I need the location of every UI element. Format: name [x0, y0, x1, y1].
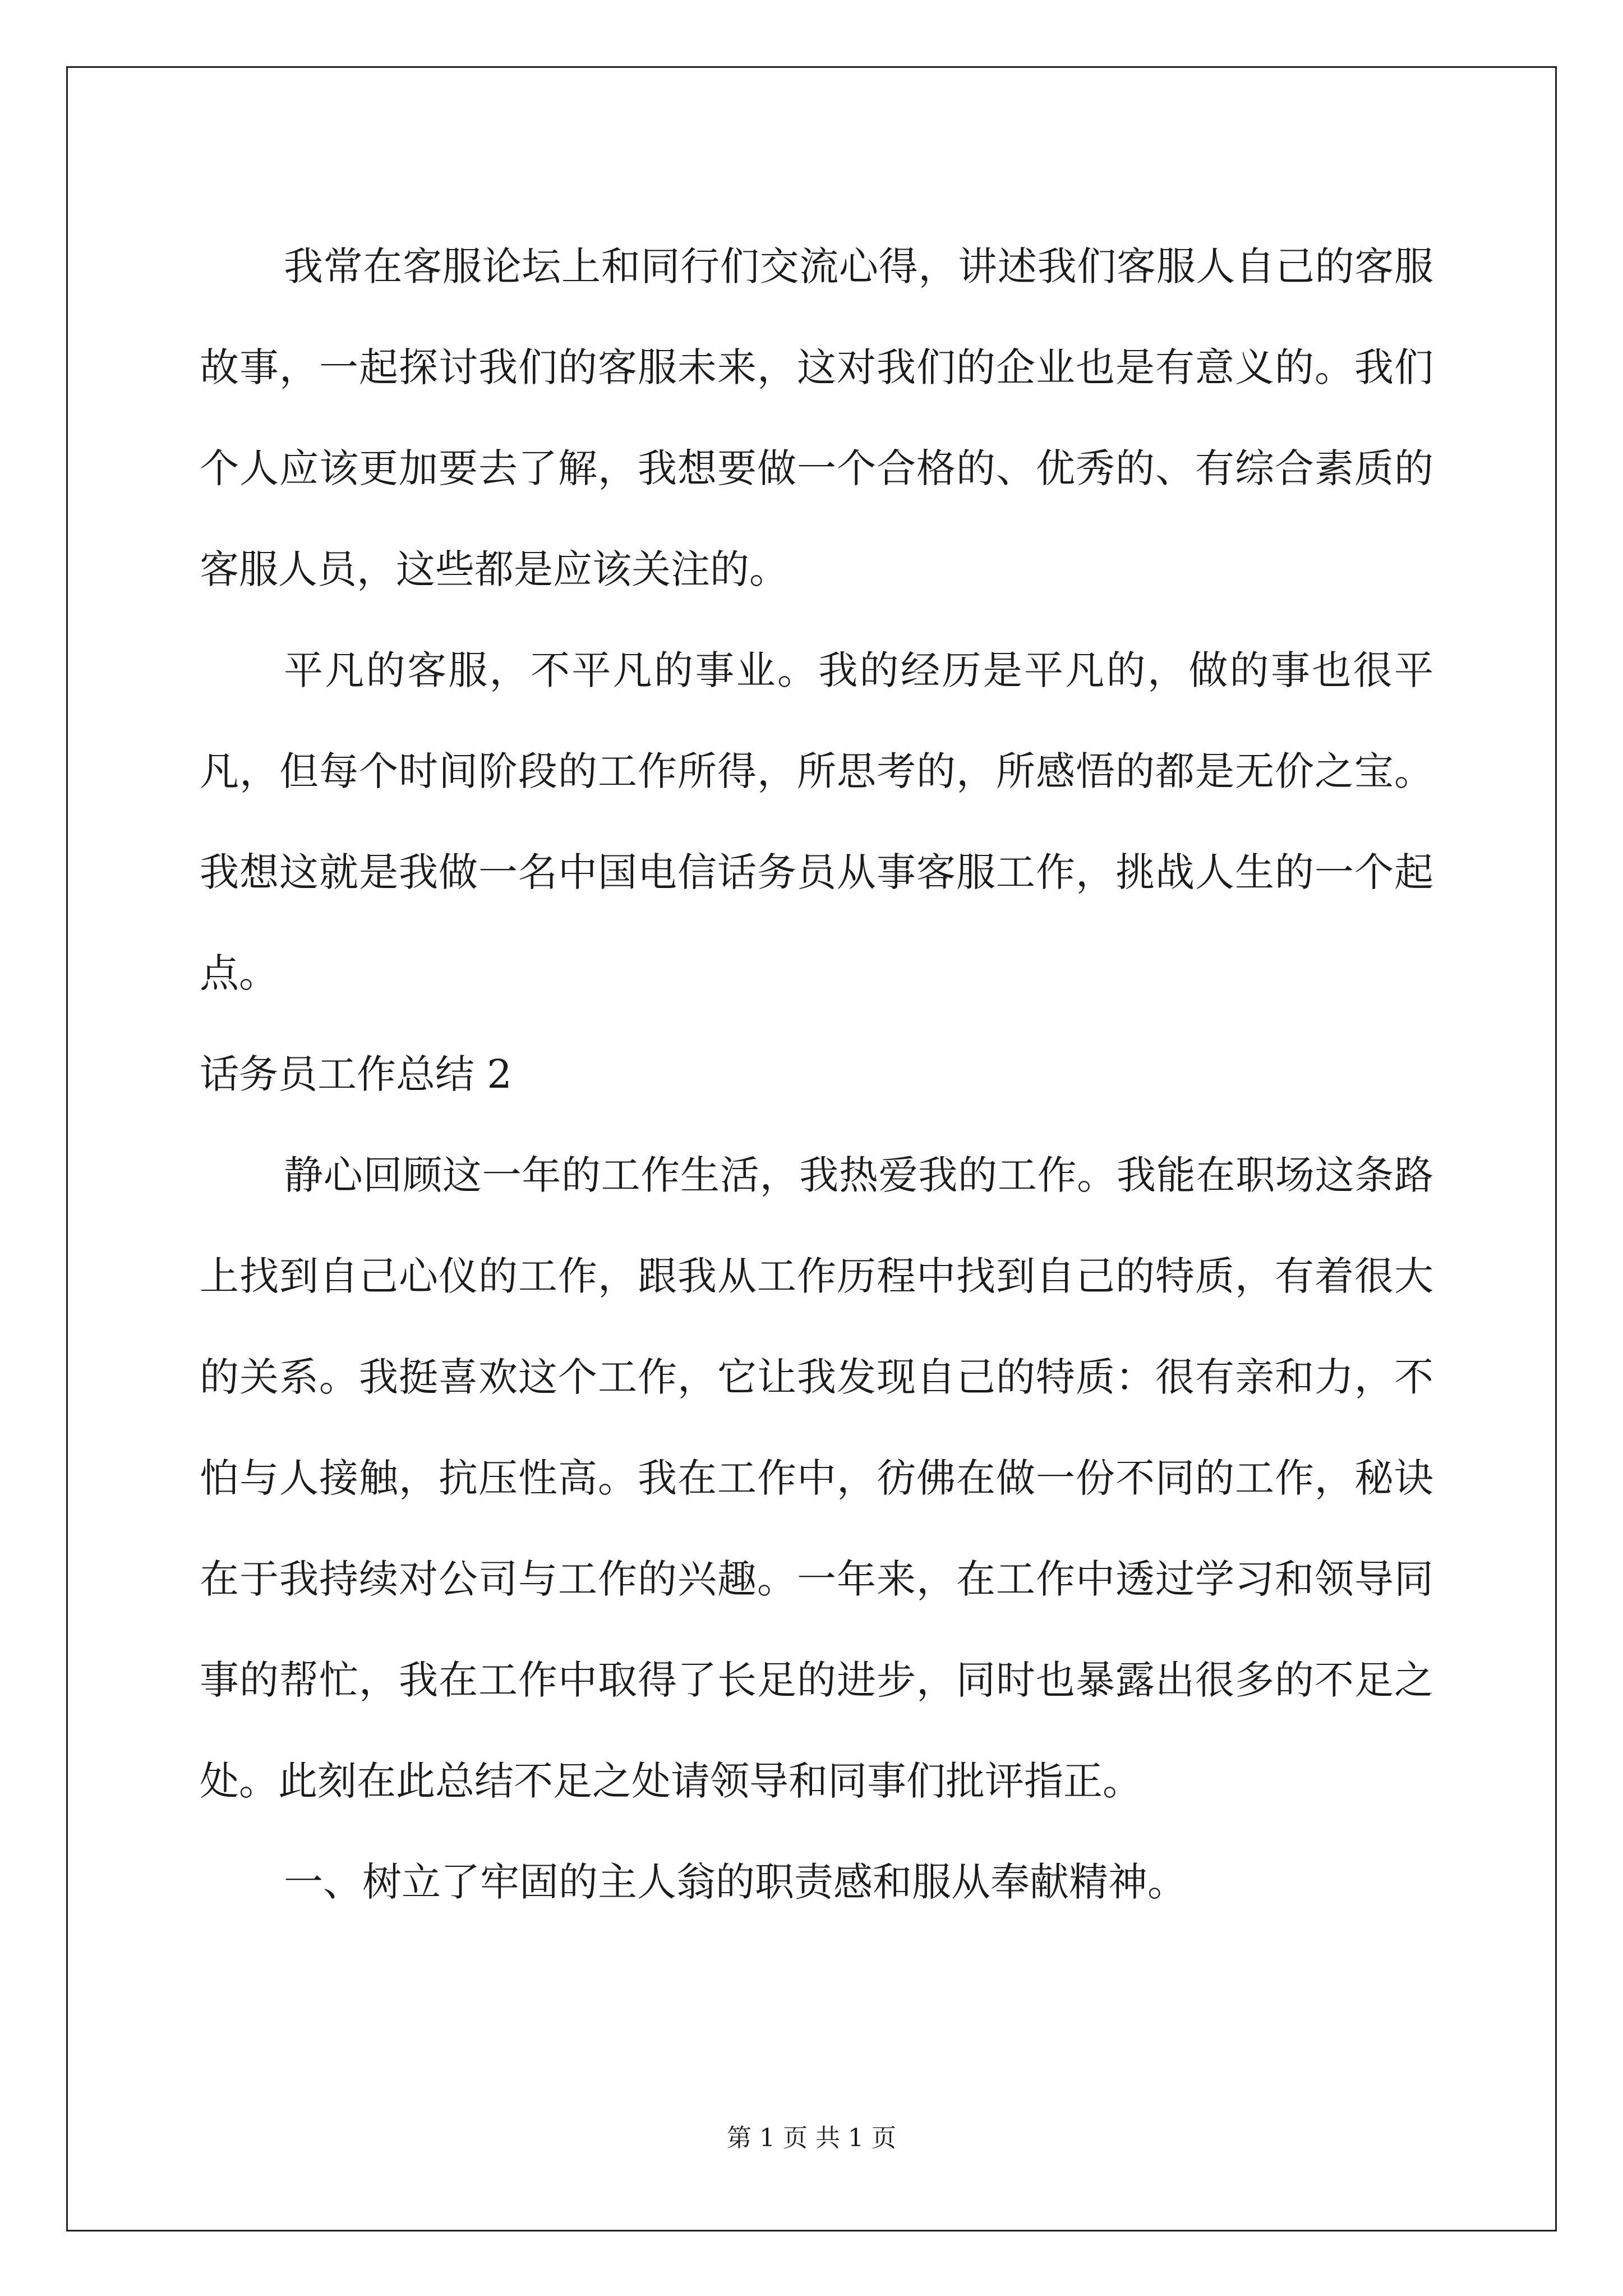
- paragraph: 静心回顾这一年的工作生活，我热爱我的工作。我能在职场这条路上找到自己心仪的工作，跟我从工作历程中找到自己的特质，有着很大的关系。我挺喜欢这个工作，它让我发现自己的特质：很有亲和力，不怕与人接触，抗压性高。我在工作中，彷佛在做一份不同的工作，秘诀在于我持续对公司与工作的兴趣。一年来，在工作中透过学习和领导同事的帮忙，我在工作中取得了长足的进步，同时也暴露出很多的不足之处。此刻在此总结不足之处请领导和同事们批评指正。: [200, 1152, 1433, 1804]
- paragraph: 一、树立了牢固的主人翁的职责感和服从奉献精神。: [284, 1859, 1187, 1905]
- paragraph: 平凡的客服，不平凡的事业。我的经历是平凡的，做的事也很平凡，但每个时间阶段的工作所得，所思考的，所感悟的都是无价之宝。我想这就是我做一名中国电信话务员从事客服工作，挑战人生的一个起点。: [200, 647, 1433, 996]
- section-heading: 话务员工作总结 2: [200, 1051, 512, 1097]
- document-body: [200, 216, 1433, 1932]
- page-footer: 第 1 页 共 1 页: [727, 2124, 896, 2152]
- paragraph: 我常在客服论坛上和同行们交流心得，讲述我们客服人自己的客服故事，一起探讨我们的客服未来，这对我们的企业也是有意义的。我们个人应该更加要去了解，我想要做一个合格的、优秀的、有综合素质的客服人员，这些都是应该关注的。: [200, 243, 1433, 592]
